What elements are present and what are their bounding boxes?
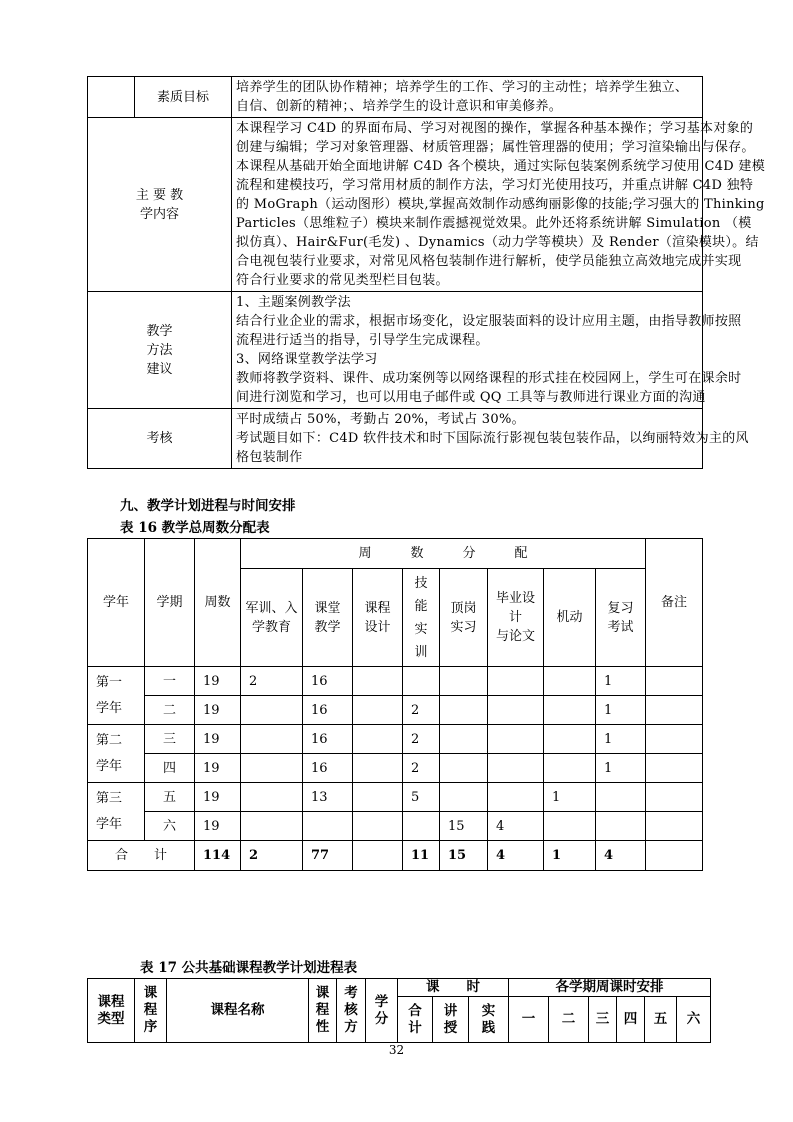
cell-class: 16 bbox=[303, 667, 353, 696]
total-note bbox=[646, 841, 703, 871]
header-year: 学年 bbox=[88, 539, 145, 667]
year-label bbox=[88, 725, 145, 783]
total-design bbox=[353, 841, 403, 871]
header-line: 性 bbox=[315, 1019, 330, 1035]
cell-military: 2 bbox=[241, 667, 303, 696]
cell-weeks: 19 bbox=[195, 812, 241, 841]
header-hours: 课 时 bbox=[398, 979, 509, 997]
cell-intern bbox=[440, 754, 488, 783]
label-line: 方法 bbox=[146, 342, 173, 358]
cell-design bbox=[353, 783, 403, 812]
year-line: 第一 bbox=[96, 674, 123, 690]
cell-class: 13 bbox=[303, 783, 353, 812]
cell-grad bbox=[488, 725, 544, 754]
content-row bbox=[88, 118, 703, 292]
text-line: 间进行浏览和学习，也可以用电子邮件或 QQ 工具等与教师进行课业方面的沟通 bbox=[236, 390, 706, 405]
header-line: 考 bbox=[344, 985, 358, 1001]
table-row bbox=[88, 667, 703, 696]
page-number: 32 bbox=[388, 1043, 405, 1057]
cell-intern bbox=[440, 725, 488, 754]
header-course-design bbox=[353, 569, 403, 667]
cell-note bbox=[646, 812, 703, 841]
cell-intern bbox=[440, 667, 488, 696]
table-row bbox=[88, 696, 703, 725]
cell-military bbox=[241, 812, 303, 841]
total-weeks: 114 bbox=[195, 841, 241, 871]
header-semester-4: 四 bbox=[617, 997, 645, 1043]
year-line: 第二 bbox=[96, 732, 123, 748]
week-distribution-table bbox=[87, 538, 703, 871]
total-intern: 15 bbox=[440, 841, 488, 871]
cell-design bbox=[353, 812, 403, 841]
header-semester-3: 三 bbox=[589, 997, 617, 1043]
table-row bbox=[88, 754, 703, 783]
header-line: 课 bbox=[315, 985, 330, 1001]
header-line: 考试 bbox=[607, 619, 634, 635]
cell-flex: 1 bbox=[544, 783, 596, 812]
cell-military bbox=[241, 725, 303, 754]
header-line: 教学 bbox=[314, 619, 341, 635]
cell-skill: 2 bbox=[403, 754, 440, 783]
cell-note bbox=[646, 783, 703, 812]
header-hours-practice bbox=[469, 997, 509, 1043]
header-credits bbox=[366, 979, 398, 1043]
cell-grad bbox=[488, 754, 544, 783]
cell-flex bbox=[544, 754, 596, 783]
content-text bbox=[232, 118, 766, 292]
cell-design bbox=[353, 754, 403, 783]
header-line: 设计 bbox=[364, 619, 391, 635]
header-line: 学教育 bbox=[251, 619, 291, 635]
total-flex: 1 bbox=[544, 841, 596, 871]
header-hours-total bbox=[398, 997, 433, 1043]
header-line: 技 bbox=[414, 575, 428, 591]
header-semester-1: 一 bbox=[509, 997, 549, 1043]
cell-flex bbox=[544, 812, 596, 841]
cell-flex bbox=[544, 696, 596, 725]
text-line: 格包装制作 bbox=[236, 450, 303, 465]
year-label bbox=[88, 667, 145, 725]
cell-skill: 5 bbox=[403, 783, 440, 812]
quality-goal-text bbox=[232, 77, 703, 118]
header-line: 践 bbox=[481, 1019, 496, 1036]
method-label bbox=[88, 292, 232, 409]
header-military bbox=[241, 569, 303, 667]
header-course-type bbox=[88, 979, 135, 1043]
quality-goal-label: 素质目标 bbox=[135, 77, 232, 118]
cell-exam: 1 bbox=[596, 754, 646, 783]
cell-skill: 2 bbox=[403, 725, 440, 754]
label-line: 建议 bbox=[146, 361, 173, 377]
cell-sem: 三 bbox=[145, 725, 195, 754]
text-line: 自信、创新的精神；、培养学生的设计意识和审美修养。 bbox=[236, 99, 563, 114]
cell-intern bbox=[440, 783, 488, 812]
header-line: 课程 bbox=[97, 993, 125, 1010]
header-classroom bbox=[303, 569, 353, 667]
cell-skill: 2 bbox=[403, 696, 440, 725]
cell-weeks: 19 bbox=[195, 696, 241, 725]
cell-class bbox=[303, 812, 353, 841]
year-line: 学年 bbox=[96, 758, 123, 774]
cell-grad bbox=[488, 667, 544, 696]
cell-weeks: 19 bbox=[195, 783, 241, 812]
cell-flex bbox=[544, 725, 596, 754]
header-assessment bbox=[337, 979, 366, 1043]
header-line: 程 bbox=[315, 1002, 330, 1018]
cell-grad bbox=[488, 783, 544, 812]
text-line: 结合行业企业的需求，根据市场变化，设定服装面料的设计应用主题，由指导教师按照 bbox=[236, 314, 742, 329]
cell-grad: 4 bbox=[488, 812, 544, 841]
year-label bbox=[88, 783, 145, 841]
text-line: 流程进行适当的指导，引导学生完成课程。 bbox=[236, 333, 489, 348]
cell-exam bbox=[596, 812, 646, 841]
text-line: 考试题目如下：C4D 软件技术和时下国际流行影视包装包装作品，以绚丽特效为主的风 bbox=[236, 431, 749, 446]
header-row bbox=[88, 539, 703, 569]
header-line: 学 bbox=[374, 993, 389, 1010]
text-line: 3、网络课堂教学法学习 bbox=[236, 352, 378, 367]
header-schedule: 各学期周课时安排 bbox=[509, 979, 711, 997]
header-line: 合 bbox=[408, 1002, 422, 1019]
cell-note bbox=[646, 696, 703, 725]
cell-sem: 四 bbox=[145, 754, 195, 783]
table-row bbox=[88, 812, 703, 841]
text-line: 合电视包装行业要求，对常见风格包装制作进行解析，使学员能独立高效地完成并实现 bbox=[236, 254, 742, 269]
text-line: 平时成绩占 50%，考勤占 20%，考试占 30%。 bbox=[236, 412, 525, 427]
header-skill-training bbox=[403, 569, 440, 667]
header-graduation bbox=[488, 569, 544, 667]
header-semester-5: 五 bbox=[645, 997, 677, 1043]
assessment-label: 考核 bbox=[88, 409, 232, 469]
header-hours-lecture bbox=[433, 997, 469, 1043]
header-line: 序 bbox=[143, 1019, 158, 1035]
text-line: 的 MoGraph（运动图形）模块,掌握高效制作动感绚丽影像的技能;学习强大的 Thinking bbox=[236, 197, 765, 212]
header-row bbox=[88, 979, 711, 997]
header-line: 训 bbox=[414, 644, 428, 660]
total-exam: 4 bbox=[596, 841, 646, 871]
cell-class: 16 bbox=[303, 754, 353, 783]
course-description-table bbox=[87, 76, 766, 469]
method-text bbox=[232, 292, 742, 409]
cell-intern: 15 bbox=[440, 812, 488, 841]
header-line: 授 bbox=[443, 1019, 458, 1036]
table-row bbox=[88, 725, 703, 754]
header-semester-6: 六 bbox=[677, 997, 711, 1043]
text-line: Particles（思维粒子）模块来制作震撼视觉效果。此外还将系统讲解 Simulation （模 bbox=[236, 216, 752, 231]
year-line: 学年 bbox=[96, 816, 123, 832]
total-military: 2 bbox=[241, 841, 303, 871]
header-line: 分 bbox=[374, 1010, 389, 1027]
cell-weeks: 19 bbox=[195, 754, 241, 783]
method-row bbox=[88, 292, 703, 409]
cell-note bbox=[646, 754, 703, 783]
cell-note bbox=[646, 725, 703, 754]
text-line: 本课程学习 C4D 的界面布局、学习对视图的操作，掌握各种基本操作；学习基本对象的 bbox=[236, 121, 754, 136]
cell-skill bbox=[403, 667, 440, 696]
header-line: 实 bbox=[481, 1002, 496, 1019]
cell-sem: 六 bbox=[145, 812, 195, 841]
header-line: 程 bbox=[143, 1002, 158, 1018]
header-distribution: 周 数 分 配 bbox=[241, 539, 646, 569]
header-remarks: 备注 bbox=[646, 539, 703, 667]
text-line: 符合行业要求的常见类型栏目包装。 bbox=[236, 273, 449, 288]
cell-design bbox=[353, 667, 403, 696]
header-weeks: 周数 bbox=[195, 539, 241, 667]
text-line: 教师将教学资料、课件、成功案例等以网络课程的形式挂在校园网上，学生可在课余时 bbox=[236, 371, 742, 386]
header-flexible: 机动 bbox=[544, 569, 596, 667]
header-internship bbox=[440, 569, 488, 667]
cell-design bbox=[353, 725, 403, 754]
header-semester: 学期 bbox=[145, 539, 195, 667]
cell-intern bbox=[440, 696, 488, 725]
cell-military bbox=[241, 754, 303, 783]
header-course-name: 课程名称 bbox=[167, 979, 309, 1043]
table17-caption: 表 17 公共基础课程教学计划进程表 bbox=[140, 960, 358, 976]
total-skill: 11 bbox=[403, 841, 440, 871]
table-row bbox=[88, 783, 703, 812]
header-line: 方 bbox=[344, 1019, 358, 1035]
table16-caption: 表 16 教学总周数分配表 bbox=[120, 520, 270, 536]
cell-sem: 一 bbox=[145, 667, 195, 696]
header-line: 核 bbox=[344, 1002, 358, 1018]
total-class: 77 bbox=[303, 841, 353, 871]
label-line: 教学 bbox=[146, 323, 173, 339]
cell-weeks: 19 bbox=[195, 667, 241, 696]
cell-exam: 1 bbox=[596, 696, 646, 725]
assessment-row bbox=[88, 409, 703, 469]
header-line: 讲 bbox=[443, 1002, 458, 1019]
header-line: 实 bbox=[414, 621, 428, 637]
header-line: 课堂 bbox=[314, 600, 341, 616]
header-line: 实习 bbox=[450, 619, 477, 635]
cell-exam bbox=[596, 783, 646, 812]
total-label: 合 计 bbox=[88, 841, 195, 871]
header-line: 类型 bbox=[97, 1010, 125, 1027]
header-line: 顶岗 bbox=[450, 600, 477, 616]
year-line: 第三 bbox=[96, 790, 123, 806]
cell-military bbox=[241, 696, 303, 725]
text-line: 流程和建模技巧，学习常用材质的制作方法，学习灯光使用技巧，并重点讲解 C4D 独特 bbox=[236, 178, 754, 193]
text-line: 本课程从基础开始全面地讲解 C4D 各个模块，通过实际包装案例系统学习使用 C4D 建模 bbox=[236, 159, 766, 174]
header-line: 毕业设 bbox=[495, 591, 535, 606]
label-line: 主 要 教 bbox=[135, 187, 184, 203]
header-line: 课程 bbox=[364, 600, 391, 616]
total-row bbox=[88, 841, 703, 871]
cell-class: 16 bbox=[303, 725, 353, 754]
header-line: 课 bbox=[143, 985, 158, 1001]
section-heading: 九、教学计划进程与时间安排 bbox=[120, 498, 296, 514]
header-semester-2: 二 bbox=[549, 997, 589, 1043]
year-line: 学年 bbox=[96, 700, 123, 716]
quality-goal-row bbox=[88, 77, 703, 118]
header-line: 军训、入 bbox=[245, 600, 298, 616]
empty-cell bbox=[88, 77, 135, 118]
cell-note bbox=[646, 667, 703, 696]
cell-class: 16 bbox=[303, 696, 353, 725]
header-review-exam bbox=[596, 569, 646, 667]
cell-military bbox=[241, 783, 303, 812]
header-line: 能 bbox=[414, 598, 428, 614]
header-line: 与论文 bbox=[495, 629, 535, 644]
header-course-nature bbox=[309, 979, 337, 1043]
header-course-order bbox=[135, 979, 167, 1043]
cell-sem: 五 bbox=[145, 783, 195, 812]
cell-sem: 二 bbox=[145, 696, 195, 725]
cell-exam: 1 bbox=[596, 725, 646, 754]
cell-weeks: 19 bbox=[195, 725, 241, 754]
content-label bbox=[88, 118, 232, 292]
label-line: 学内容 bbox=[140, 206, 180, 222]
cell-design bbox=[353, 696, 403, 725]
text-line: 拟仿真）、Hair&Fur(毛发) 、Dynamics（动力学等模块）及 Render（渲染模块）。结 bbox=[236, 235, 759, 250]
cell-flex bbox=[544, 667, 596, 696]
header-line: 计 bbox=[508, 610, 522, 625]
course-plan-table bbox=[87, 978, 711, 1043]
text-line: 1、主题案例教学法 bbox=[236, 295, 351, 310]
total-grad: 4 bbox=[488, 841, 544, 871]
cell-exam: 1 bbox=[596, 667, 646, 696]
text-line: 培养学生的团队协作精神；培养学生的工作、学习的主动性；培养学生独立、 bbox=[236, 80, 689, 95]
assessment-text bbox=[232, 409, 749, 469]
cell-grad bbox=[488, 696, 544, 725]
cell-skill bbox=[403, 812, 440, 841]
text-line: 创建与编辑；学习对象管理器、材质管理器；属性管理器的使用；学习渲染输出与保存。 bbox=[236, 140, 755, 155]
header-line: 复习 bbox=[607, 600, 634, 616]
header-line: 计 bbox=[408, 1019, 422, 1036]
